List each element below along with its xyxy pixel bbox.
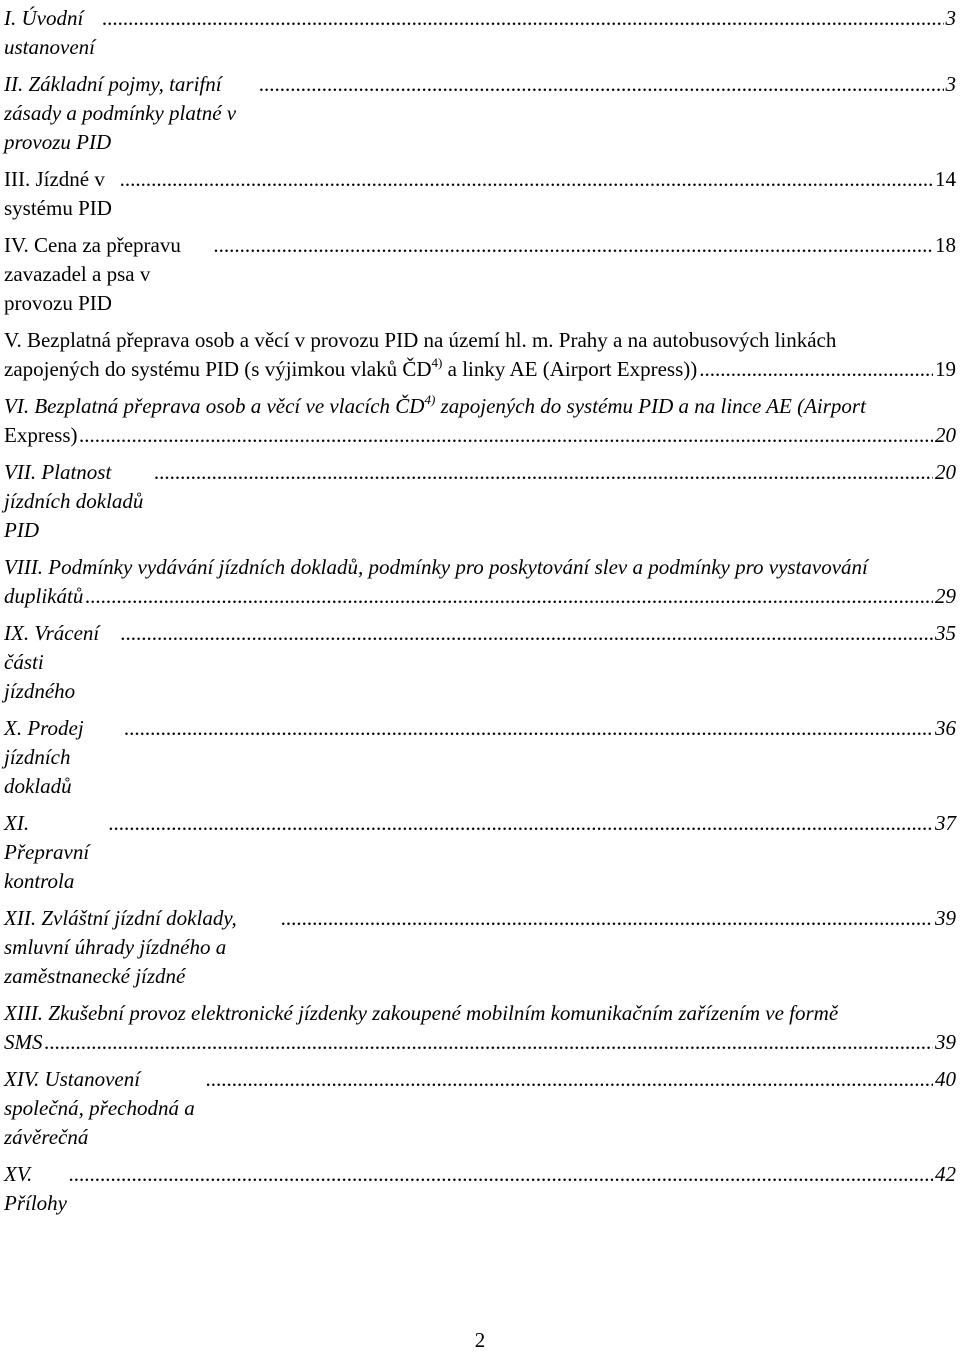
dot-leader <box>79 421 933 450</box>
toc-entry-page: 35 <box>935 621 956 645</box>
toc-entry[interactable] <box>4 1065 956 1152</box>
toc-entry-title: XV. Přílohy <box>4 1162 67 1215</box>
dot-leader <box>154 458 933 487</box>
toc-entry[interactable] <box>4 326 956 384</box>
toc-entry-title: II. Základní pojmy, tarifní zásady a podmínky platné v provozu PID <box>4 72 237 154</box>
toc-entry[interactable] <box>4 809 956 896</box>
toc-entry[interactable] <box>4 904 956 991</box>
toc-entry-title: XI. Přepravní kontrola <box>4 811 90 893</box>
toc-entry[interactable] <box>4 999 956 1057</box>
toc-entry[interactable] <box>4 714 956 801</box>
toc-entry-title-line-2: zapojených do systému PID (s výjimkou vlaků ČD$^{4)}$ a linky AE (Airport Express)) <box>4 355 698 381</box>
dot-leader <box>206 1065 933 1094</box>
footnote-reference: 4) <box>424 392 436 407</box>
toc-entry-title-line-1: XIII. Zkušební provoz elektronické jízdenky zakoupené mobilním komunikačním zařízením ve formě <box>4 1001 839 1025</box>
toc-entry-title: XII. Zvláštní jízdní doklady, smluvní úhrady jízdného a zaměstnanecké jízdné <box>4 906 237 988</box>
dot-leader <box>120 165 933 194</box>
toc-entry-page: 40 <box>935 1067 956 1091</box>
toc-entry-page: 37 <box>935 811 956 835</box>
dot-leader <box>121 619 933 648</box>
toc-entry-title: I. Úvodní ustanovení <box>4 6 95 59</box>
toc-entry-title: VII. Platnost jízdních dokladů PID <box>4 460 144 542</box>
dot-leader <box>85 582 933 611</box>
footnote-reference: 4) <box>431 355 443 370</box>
toc-entry[interactable] <box>4 392 956 450</box>
dot-leader <box>69 1160 933 1189</box>
dot-leader <box>259 70 943 99</box>
toc-entry[interactable] <box>4 231 956 318</box>
toc-entry-title: XIV. Ustanovení společná, přechodná a závěrečná <box>4 1067 195 1149</box>
page-number: 2 <box>474 1328 486 1352</box>
dot-leader <box>102 4 943 33</box>
dot-leader <box>699 355 933 384</box>
toc-entry-page: 14 <box>935 167 956 191</box>
toc-entry-title-line-1: VI. Bezplatná přeprava osob a věcí ve vlacích ČD$^{4)}$ zapojených do systému PID a na lince AE (Airport <box>4 392 866 418</box>
dot-leader <box>109 809 933 838</box>
toc-entry-page: 3 <box>945 72 956 96</box>
toc-entry-title: III. Jízdné v systému PID <box>4 167 112 220</box>
table-of-contents <box>4 4 956 1226</box>
toc-entry-title-line-2: SMS <box>4 1030 43 1054</box>
toc-entry-title-line-2: Express) <box>4 423 78 447</box>
toc-entry[interactable] <box>4 619 956 706</box>
toc-entry-page: 18 <box>935 233 956 257</box>
dot-leader <box>213 231 933 260</box>
toc-entry-page: 3 <box>945 6 956 30</box>
toc-entry[interactable] <box>4 1160 956 1218</box>
toc-entry-title: X. Prodej jízdních dokladů <box>4 716 84 798</box>
toc-entry[interactable] <box>4 553 956 611</box>
toc-entry-page: 19 <box>935 357 956 381</box>
dot-leader <box>45 1028 934 1057</box>
toc-entry-title: IV. Cena za přepravu zavazadel a psa v provozu PID <box>4 233 181 315</box>
toc-entry-title-line-1: VIII. Podmínky vydávání jízdních dokladů, podmínky pro poskytování slev a podmínky pro vystavování <box>4 555 868 579</box>
toc-entry[interactable] <box>4 458 956 545</box>
toc-entry-title-line-1: V. Bezplatná přeprava osob a věcí v provozu PID na území hl. m. Prahy a na autobusových linkách <box>4 328 837 352</box>
toc-entry-page: 29 <box>935 584 956 608</box>
toc-entry-page: 39 <box>935 906 956 930</box>
dot-leader <box>281 904 933 933</box>
toc-entry[interactable] <box>4 165 956 223</box>
toc-entry-page: 20 <box>935 460 956 484</box>
toc-entry-title: IX. Vrácení části jízdného <box>4 621 100 703</box>
dot-leader <box>124 714 933 743</box>
toc-entry[interactable] <box>4 70 956 157</box>
toc-entry-page: 36 <box>935 716 956 740</box>
toc-entry-title-line-2: duplikátů <box>4 584 84 608</box>
toc-entry-page: 39 <box>935 1030 956 1054</box>
toc-entry-page: 42 <box>935 1162 956 1186</box>
toc-entry-page: 20 <box>935 423 956 447</box>
toc-entry[interactable] <box>4 4 956 62</box>
